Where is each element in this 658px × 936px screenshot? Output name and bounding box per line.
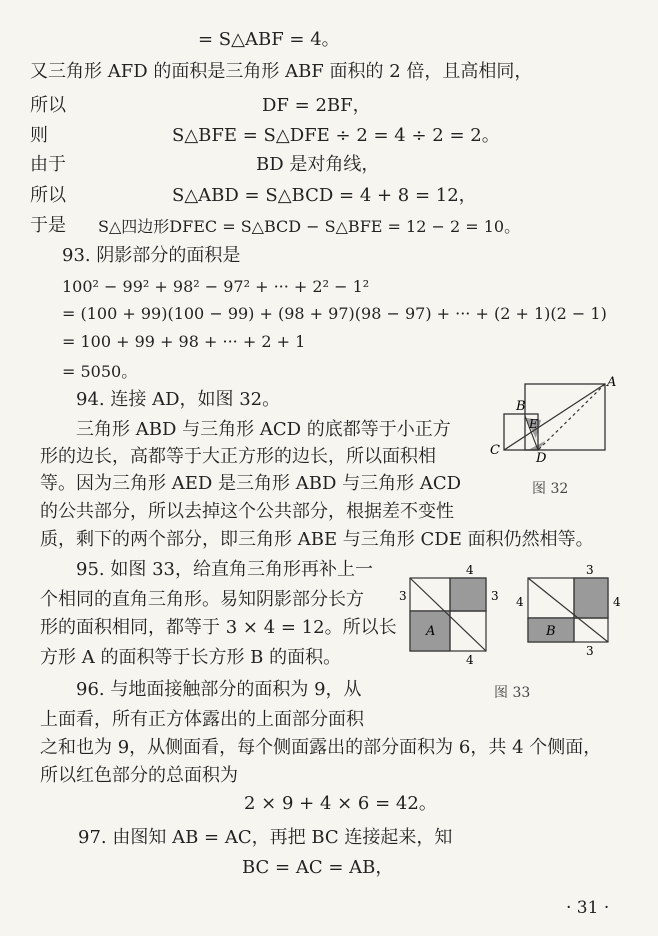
text-line: 又三角形 AFD 的面积是三角形 ABF 面积的 2 倍，且高相同， <box>30 61 533 82</box>
label-bottom-right: 3 <box>586 644 594 658</box>
problem-95-heading: 95. 如图 33，给直角三角形再补上一 <box>76 559 373 580</box>
text-line: 2 × 9 + 4 × 6 = 42。 <box>244 793 437 814</box>
figure-33-caption: 图 33 <box>494 685 531 701</box>
text-line: = 100 + 99 + 98 + ··· + 2 + 1 <box>62 332 306 351</box>
text-line: S△BFE = S△DFE ÷ 2 = 4 ÷ 2 = 2。 <box>172 125 500 146</box>
text-line: S△四边形DFEC = S△BCD − S△BFE = 12 − 2 = 10。 <box>98 217 521 236</box>
text-line: 三角形 ABD 与三角形 ACD 的底都等于小正方 <box>76 419 451 440</box>
figure-32-caption: 图 32 <box>532 481 569 497</box>
problem-96-heading: 96. 与地面接触部分的面积为 9，从 <box>76 679 362 700</box>
label-top-right: 3 <box>586 563 594 577</box>
text-line: BC = AC = AB， <box>242 857 394 878</box>
label-side-left: 3 <box>399 589 407 603</box>
text-line: 由于 <box>30 154 66 175</box>
text-line: 形的面积相同，都等于 3 × 4 = 12。所以长 <box>40 617 397 638</box>
label-d: D <box>536 451 547 462</box>
label-side-right-2: 4 <box>613 595 621 609</box>
text-line: 之和也为 9，从侧面看，每个侧面露出的部分面积为 6，共 4 个侧面， <box>40 737 602 758</box>
text-line: 于是 <box>30 215 66 236</box>
text-line: = S△ABF = 4。 <box>198 29 340 50</box>
label-e: E <box>529 417 538 431</box>
label-top-left: 4 <box>466 563 474 577</box>
line-ad <box>538 384 605 450</box>
text-line: 质，剩下的两个部分，即三角形 ABE 与三角形 CDE 面积仍然相等。 <box>40 529 594 550</box>
shaded-rect-left-top <box>450 578 486 611</box>
text-line: 所以 <box>30 185 66 206</box>
text-line: 则 <box>30 125 48 146</box>
figure-32 <box>488 376 620 462</box>
text-line: BD 是对角线， <box>256 154 380 175</box>
text-line: 100² − 99² + 98² − 97² + ··· + 2² − 1² <box>62 277 370 296</box>
figure-33 <box>396 560 636 672</box>
shaded-rect-right-top <box>574 578 608 618</box>
text-line: 的公共部分，所以去掉这个公共部分，根据差不变性 <box>40 501 454 522</box>
text-line: 方形 A 的面积等于长方形 B 的面积。 <box>40 647 342 668</box>
problem-94-heading: 94. 连接 AD，如图 32。 <box>76 389 281 410</box>
text-line: DF = 2BF， <box>262 95 371 116</box>
text-line: = (100 + 99)(100 − 99) + (98 + 97)(98 − 97) + ··· + (2 + 1)(2 − 1) <box>62 304 607 323</box>
text-line: 个相同的直角三角形。易知阴影部分长方 <box>40 589 364 610</box>
label-b: B <box>546 624 556 639</box>
page-number: · 31 · <box>566 898 610 918</box>
text-line: 等。因为三角形 AED 是三角形 ABD 与三角形 ACD <box>40 473 462 494</box>
text-line: 所以 <box>30 95 66 116</box>
label-side-left-2: 4 <box>516 595 524 609</box>
label-a: A <box>426 624 436 639</box>
text-line: 所以红色部分的总面积为 <box>40 765 238 786</box>
problem-93-heading: 93. 阴影部分的面积是 <box>62 245 241 266</box>
label-b: B <box>516 399 526 414</box>
text-line: 上面看，所有正方体露出的上面部分面积 <box>40 709 364 730</box>
label-bottom-left: 4 <box>466 653 474 667</box>
label-side-right-1: 3 <box>491 589 499 603</box>
label-c: C <box>490 443 500 458</box>
label-a: A <box>607 376 617 390</box>
text-line: 形的边长，高都等于大正方形的边长，所以面积相 <box>40 446 436 467</box>
line-ac <box>504 384 605 450</box>
text-line: = 5050。 <box>62 362 138 381</box>
problem-97-heading: 97. 由图知 AB = AC，再把 BC 连接起来，知 <box>78 827 453 848</box>
text-line: S△ABD = S△BCD = 4 + 8 = 12， <box>172 185 477 206</box>
